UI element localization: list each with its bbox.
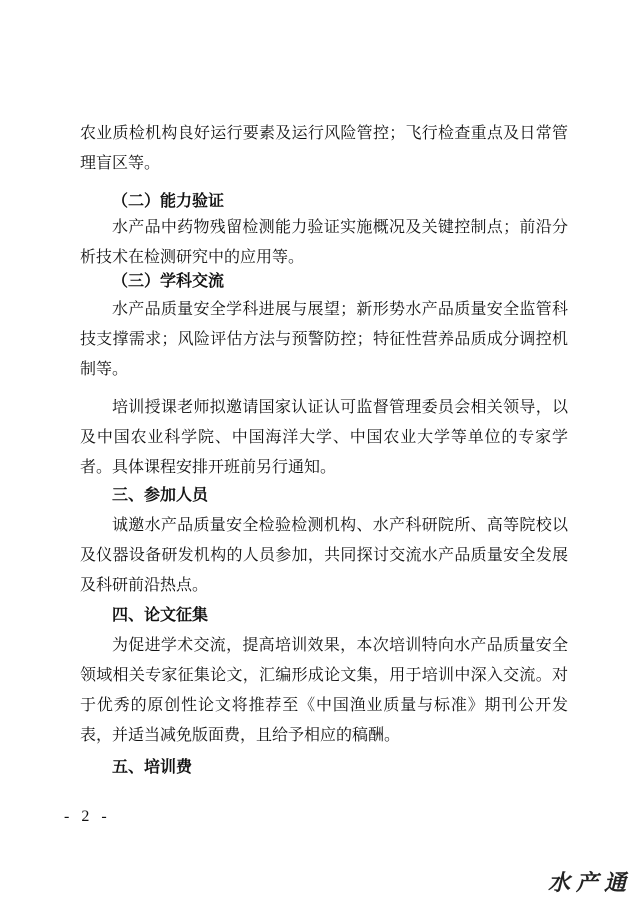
paragraph-6: 为促进学术交流，提高培训效果，本次培训特向水产品质量安全领域相关专家征集论文，汇编形成论文集，用于培训中深入交流。对于优秀的原创性论文将推荐至《中国渔业质量与标准》期刊公开发表，并适当减免版面费，且给予相应的稿酬。 bbox=[80, 635, 568, 744]
section-heading-fees: 五、培训费 bbox=[112, 757, 193, 776]
subheading-discipline-exchange: （三）学科交流 bbox=[112, 271, 225, 290]
paragraph-3: 水产品质量安全学科进展与展望；新形势水产品质量安全监管科技支撑需求；风险评估方法与预警防控；特征性营养品质成分调控机制等。 bbox=[80, 299, 568, 378]
section-heading-participants: 三、参加人员 bbox=[112, 485, 209, 504]
paragraph-1: 农业质检机构良好运行要素及运行风险管控；飞行检查重点及日常管理盲区等。 bbox=[80, 123, 568, 172]
paragraph-4: 培训授课老师拟邀请国家认证认可监督管理委员会相关领导，以及中国农业科学院、中国海洋大学、中国农业大学等单位的专家学者。具体课程安排开班前另行通知。 bbox=[80, 397, 568, 476]
paragraph-5: 诚邀水产品质量安全检验检测机构、水产科研院所、高等院校以及仪器设备研发机构的人员参加，共同探讨交流水产品质量安全发展及科研前沿热点。 bbox=[80, 515, 568, 594]
subheading-ability-verification: （二）能力验证 bbox=[112, 191, 225, 210]
section-heading-papers: 四、论文征集 bbox=[112, 605, 209, 624]
page-number: - 2 - bbox=[64, 808, 111, 825]
paragraph-2: 水产品中药物残留检测能力验证实施概况及关键控制点；前沿分析技术在检测研究中的应用等。 bbox=[80, 217, 568, 266]
watermark-logo: 水产通 bbox=[547, 871, 632, 896]
